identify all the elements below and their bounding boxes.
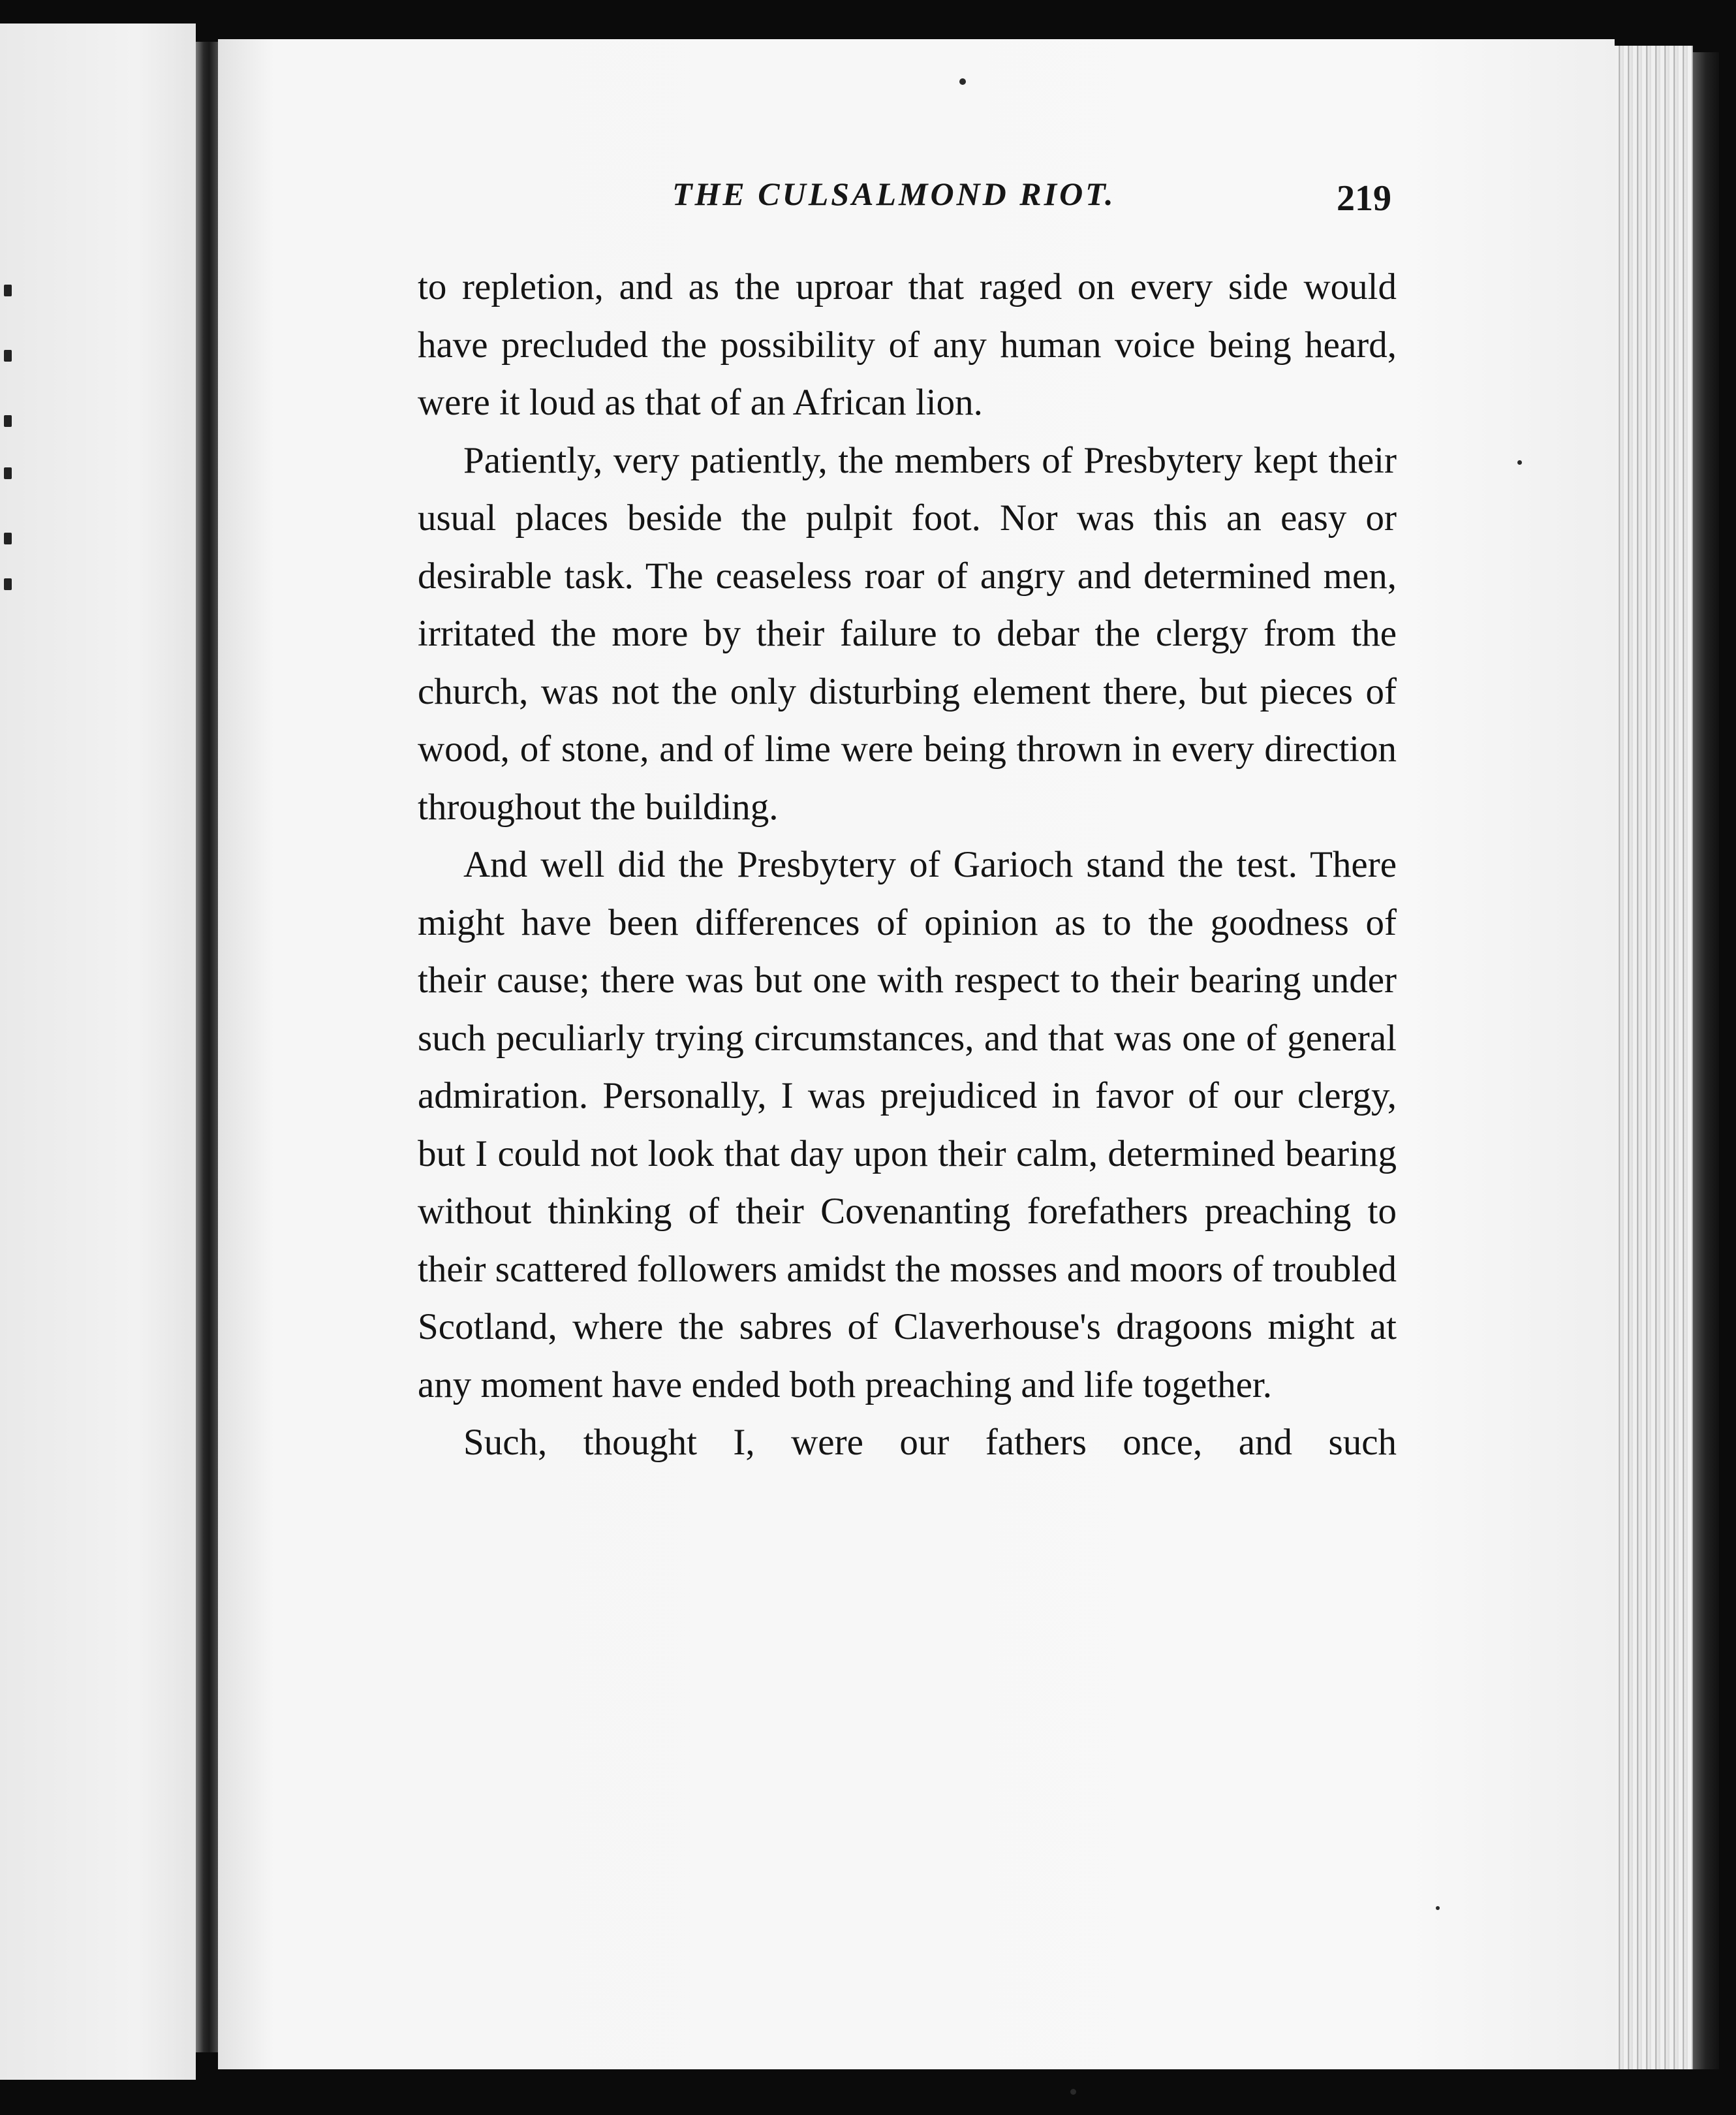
- paragraph: And well did the Presbytery of Garioch stand the test. There might have been differences of opinion as to the goodness of their cause; there was but one with respect to their bearing under such peculiarly trying circumstances, and that was one of general admiration. Personally, I was prejudiced in favor of our clergy, but I could not look that day upon their calm, determined bearing without thinking of their Covenanting forefathers preaching to their scattered followers amidst the mosses and moors of troubled Scotland, where the sabres of Claverhouse's dragoons might at any moment have ended both preaching and life together.: [418, 844, 1397, 1405]
- scan-speck: [1517, 460, 1522, 465]
- margin-mark: [4, 467, 12, 479]
- margin-mark: [4, 415, 12, 427]
- margin-mark: [4, 578, 12, 590]
- scan-speck: [1070, 2089, 1076, 2095]
- margin-mark: [4, 285, 12, 296]
- scan-speck: [1436, 1906, 1440, 1910]
- body-text: [418, 258, 1397, 1472]
- running-head: THE CULSALMOND RIOT.: [672, 176, 1116, 212]
- margin-mark: [4, 350, 12, 362]
- paragraph: Patiently, very patiently, the members of Presbytery kept their usual places beside the pulpit foot. Nor was this an easy or desirable task. The ceaseless roar of angry and determined men, irritated the more by their failure to debar the clergy from the church, was not the only disturbing element there, but pieces of wood, of stone, and of lime were being thrown in every direction throughout the building.: [418, 439, 1397, 828]
- scan-speck: [959, 78, 966, 85]
- book-cover-edge: [1693, 52, 1719, 2069]
- page-number: 219: [1337, 178, 1391, 219]
- paragraph: Such, thought I, were our fathers once, and such: [463, 1422, 1397, 1463]
- margin-mark: [4, 533, 12, 544]
- page-edges: [1615, 46, 1693, 2069]
- book-gutter: [196, 42, 218, 2052]
- previous-page: [0, 24, 196, 2080]
- paragraph: to repletion, and as the uproar that raged on every side would have precluded the possibility of any human voice being heard, were it loud as that of an African lion.: [418, 266, 1397, 423]
